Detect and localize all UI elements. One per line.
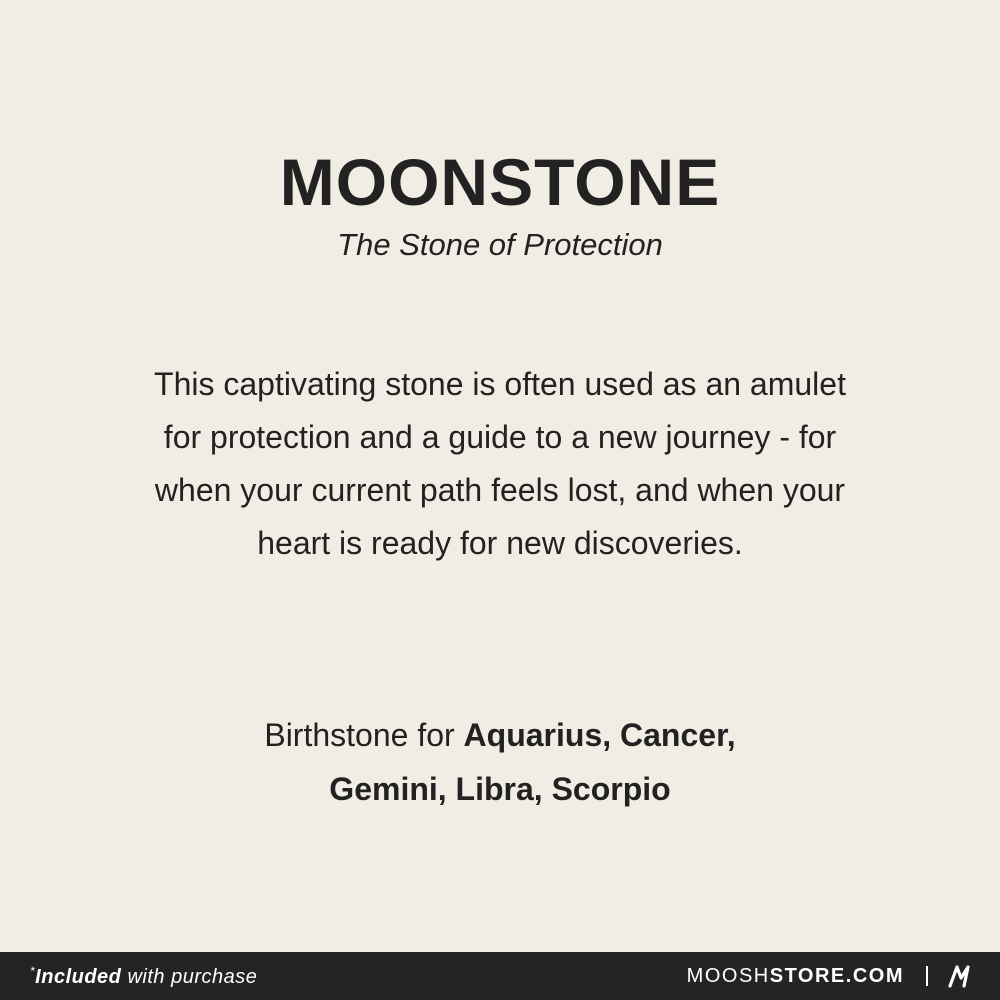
birthstone-info (150, 708, 850, 816)
footer-divider (926, 966, 928, 986)
included-label: Included (35, 965, 122, 988)
stone-title: MOONSTONE (279, 145, 721, 219)
included-note (30, 964, 257, 989)
moosh-logo-icon (948, 964, 974, 988)
birthstone-prefix: Birthstone for (264, 717, 464, 753)
footer-bar (0, 952, 1000, 1000)
stone-description: This captivating stone is often used as an amulet for protection and a guide to a new journey - for when your current path feels lost, and when your heart is ready for new discoveries. (154, 366, 846, 561)
birthstone-signs-line2: Gemini, Libra, Scorpio (329, 771, 671, 807)
birthstone-signs-line1: Aquarius, Cancer, (463, 717, 736, 753)
store-link[interactable] (687, 965, 904, 988)
stone-subtitle: The Stone of Protection (337, 227, 663, 262)
store-name-bold: STORE.COM (769, 964, 904, 987)
asterisk-mark: * (30, 963, 36, 978)
included-rest: with purchase (121, 965, 258, 988)
footer-brand (687, 964, 974, 988)
store-name-light: MOOSH (686, 964, 770, 987)
